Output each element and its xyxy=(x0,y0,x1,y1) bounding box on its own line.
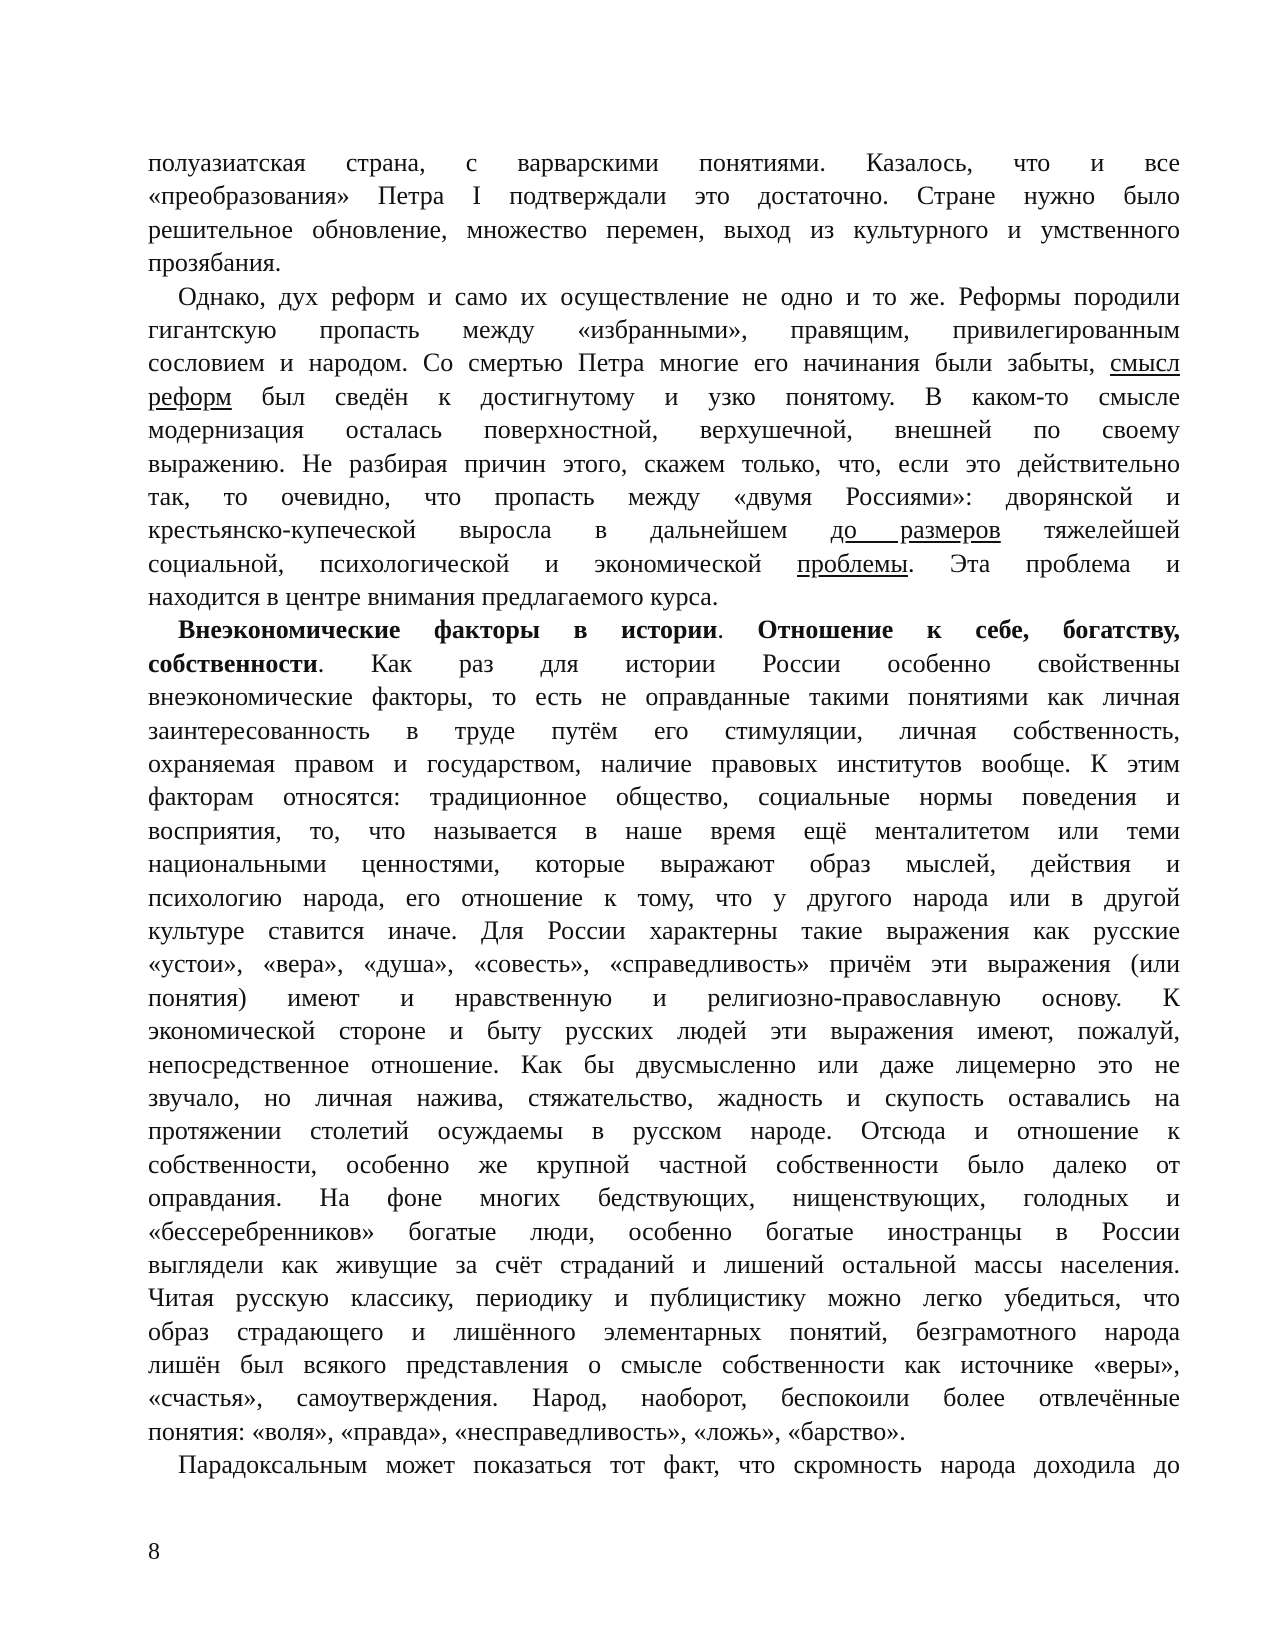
text-line xyxy=(148,513,1180,546)
text-line xyxy=(148,1381,1180,1414)
line-text: заинтересованность в труде путём его стимуляции, личная собственность, xyxy=(148,715,1180,745)
line-text: факторам относятся: традиционное общество, социальные нормы поведения и xyxy=(148,782,1180,812)
section-heading: Отношение к себе, богатству, xyxy=(757,615,1180,645)
line-text: непосредственное отношение. Как бы двусмысленно или даже лицемерно это не xyxy=(148,1049,1180,1079)
line-text: выражению. Не разбирая причин этого, скажем только, что, если это действительно xyxy=(148,448,1180,478)
line-text: модернизация осталась поверхностной, верхушечной, внешней по своему xyxy=(148,415,1180,445)
text-line xyxy=(148,814,1180,847)
text-line xyxy=(148,380,1180,413)
page-number: 8 xyxy=(148,1539,160,1565)
text-line xyxy=(148,1348,1180,1381)
text-line xyxy=(148,747,1180,780)
line-text: национальными ценностями, которые выражают образ мыслей, действия и xyxy=(148,849,1180,879)
text-line xyxy=(148,780,1180,813)
text-line xyxy=(148,1114,1180,1147)
text-line xyxy=(148,280,1180,313)
text-line xyxy=(148,947,1180,980)
line-text: звучало, но личная нажива, стяжательство, жадность и скупость оставались на xyxy=(148,1082,1180,1112)
line-text: образ страдающего и лишённого элементарных понятий, безграмотного народа xyxy=(148,1316,1180,1346)
text-line xyxy=(148,547,1180,580)
body-text xyxy=(148,146,1180,1482)
text-line xyxy=(148,1248,1180,1281)
text-line xyxy=(148,246,1180,279)
line-text: решительное обновление, множество перемен, выход из культурного и умственного xyxy=(148,214,1180,244)
section-heading: Внеэкономические факторы в истории xyxy=(178,615,718,645)
text-line xyxy=(148,1181,1180,1214)
line-text: понятия: «воля», «правда», «несправедливость», «ложь», «барство». xyxy=(148,1416,906,1446)
line-text: Парадоксальным может показаться тот факт, что скромность народа доходила до xyxy=(178,1450,1180,1480)
line-text: лишён был всякого представления о смысле собственности как источнике «веры», xyxy=(148,1350,1180,1380)
line-text: так, то очевидно, что пропасть между «двумя Россиями»: дворянской и xyxy=(148,481,1180,511)
underlined-phrase: до размеров xyxy=(830,515,1001,545)
underlined-phrase: проблемы xyxy=(797,548,908,578)
text-line xyxy=(148,146,1180,179)
line-text: охраняемая правом и государством, наличие правовых институтов вообще. К этим xyxy=(148,749,1180,779)
line-text: крестьянско-купеческой выросла в дальнейшем xyxy=(148,515,831,545)
text-line xyxy=(148,413,1180,446)
line-text: «преобразования» Петра I подтверждали это достаточно. Стране нужно было xyxy=(148,181,1180,211)
underlined-phrase: реформ xyxy=(148,381,232,411)
text-line xyxy=(148,480,1180,513)
text-line xyxy=(148,1148,1180,1181)
line-text: выглядели как живущие за счёт страданий и лишений остальной массы населения. xyxy=(148,1249,1180,1279)
text-line xyxy=(148,179,1180,212)
line-text: культуре ставится иначе. Для России характерны такие выражения как русские xyxy=(148,915,1180,945)
text-line xyxy=(148,1048,1180,1081)
line-text: гигантскую пропасть между «избранными», правящим, привилегированным xyxy=(148,314,1180,344)
line-text: экономической стороне и быту русских людей эти выражения имеют, пожалуй, xyxy=(148,1016,1180,1046)
text-line xyxy=(148,1081,1180,1114)
text-line xyxy=(148,981,1180,1014)
section-heading: собственности xyxy=(148,648,318,678)
text-line xyxy=(148,881,1180,914)
line-text: внеэкономические факторы, то есть не оправданные такими понятиями как личная xyxy=(148,682,1180,712)
text-line xyxy=(148,1014,1180,1047)
line-text: полуазиатская страна, с варварскими понятиями. Казалось, что и все xyxy=(148,148,1180,177)
text-line xyxy=(148,847,1180,880)
line-text: собственности, особенно же крупной частной собственности было далеко от xyxy=(148,1149,1180,1179)
line-text: Читая русскую классику, периодику и публицистику можно легко убедиться, что xyxy=(148,1283,1180,1313)
line-text: . xyxy=(717,615,758,645)
text-line xyxy=(148,647,1180,680)
line-text: Однако, дух реформ и само их осуществление не одно и то же. Реформы породили xyxy=(178,281,1180,311)
text-line xyxy=(148,714,1180,747)
underlined-phrase: смысл xyxy=(1110,348,1180,378)
text-line xyxy=(148,914,1180,947)
line-text: восприятия, то, что называется в наше время ещё менталитетом или теми xyxy=(148,815,1180,845)
text-line xyxy=(148,1415,1180,1448)
line-text: прозябания. xyxy=(148,248,282,278)
text-line xyxy=(148,447,1180,480)
line-text: социальной, психологической и экономической xyxy=(148,548,798,578)
line-text: оправдания. На фоне многих бедствующих, нищенствующих, голодных и xyxy=(148,1183,1180,1213)
line-text: «счастья», самоутверждения. Народ, наоборот, беспокоили более отвлечённые xyxy=(148,1383,1180,1413)
text-line xyxy=(148,1315,1180,1348)
line-text: «бессеребренников» богатые люди, особенно богатые иностранцы в России xyxy=(148,1216,1180,1246)
text-line xyxy=(148,613,1180,646)
text-line xyxy=(148,680,1180,713)
line-text: тяжелейшей xyxy=(1000,515,1180,545)
line-text: . Как раз для истории России особенно свойственны xyxy=(317,648,1180,678)
line-text: понятия) имеют и нравственную и религиозно-православную основу. К xyxy=(148,982,1180,1012)
text-line xyxy=(148,313,1180,346)
line-text: психологию народа, его отношение к тому, что у другого народа или в другой xyxy=(148,882,1180,912)
text-line xyxy=(148,1281,1180,1314)
text-line xyxy=(148,1448,1180,1481)
text-line xyxy=(148,580,1180,613)
text-line xyxy=(148,1215,1180,1248)
line-text: сословием и народом. Со смертью Петра многие его начинания были забыты, xyxy=(148,348,1111,378)
line-text: «устои», «вера», «душа», «совесть», «справедливость» причём эти выражения (или xyxy=(148,949,1180,979)
text-line xyxy=(148,213,1180,246)
line-text: находится в центре внимания предлагаемого курса. xyxy=(148,582,719,612)
line-text: . Эта проблема и xyxy=(907,548,1180,578)
line-text: был сведён к достигнутому и узко понятому. В каком-то смысле xyxy=(231,381,1180,411)
line-text: протяжении столетий осуждаемы в русском народе. Отсюда и отношение к xyxy=(148,1116,1180,1146)
text-line xyxy=(148,346,1180,379)
